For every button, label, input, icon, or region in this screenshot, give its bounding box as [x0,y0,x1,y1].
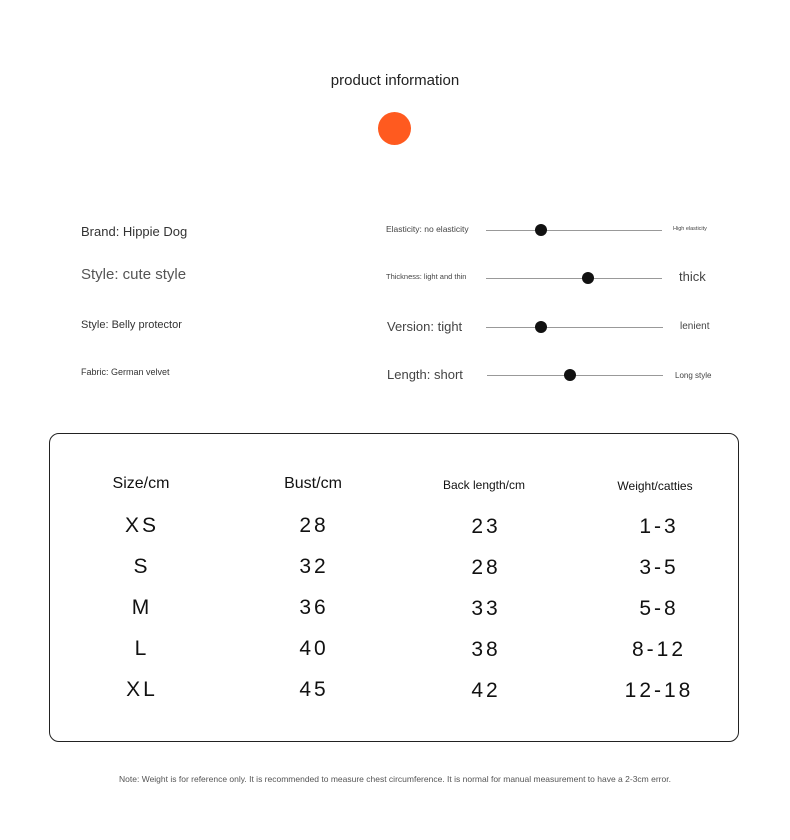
table-cell-weight: 8-12 [631,638,687,661]
size-table [49,433,739,742]
attribute-label: Length: short [387,367,463,382]
page-title: product information [330,72,460,89]
attribute-right-label: thick [679,269,706,284]
table-cell-size: L [134,637,150,660]
table-cell-size: XS [124,514,160,537]
table-cell-back-length: 42 [471,679,501,702]
table-cell-back-length: 23 [471,515,501,538]
accent-dot [378,112,411,145]
attribute-label: Thickness: light and thin [386,272,467,281]
fabric-label: Fabric: German velvet [81,367,170,377]
table-header: Bust/cm [284,475,342,492]
attribute-right-label: Long style [675,371,712,380]
footnote: Note: Weight is for reference only. It is recommended to measure chest circumference. It is normal for manual measurement to have a 2-3cm error. [119,774,671,784]
table-header: Size/cm [112,475,170,492]
table-cell-back-length: 38 [471,638,501,661]
table-cell-weight: 5-8 [639,597,679,620]
attribute-knob [535,224,547,236]
attribute-knob [535,321,547,333]
style-label: Style: cute style [81,266,187,283]
table-cell-bust: 45 [299,678,329,701]
attribute-track [486,327,663,328]
brand-label: Brand: Hippie Dog [81,224,188,239]
attribute-track [486,230,662,231]
attribute-right-label: High elasticity [673,226,707,232]
table-cell-bust: 32 [299,555,329,578]
attribute-label: Version: tight [387,319,463,334]
table-cell-size: S [133,555,151,578]
table-header: Weight/catties [617,479,693,493]
table-cell-back-length: 28 [471,556,501,579]
table-cell-size: XL [126,678,158,701]
table-cell-weight: 3-5 [639,556,679,579]
attribute-knob [582,272,594,284]
table-cell-weight: 12-18 [624,679,694,702]
table-cell-bust: 28 [299,514,329,537]
style-type-label: Style: Belly protector [81,319,182,331]
attribute-label: Elasticity: no elasticity [386,224,469,234]
attribute-right-label: lenient [680,321,710,332]
attribute-track [486,278,662,279]
table-header: Back length/cm [442,478,526,492]
attribute-track [487,375,663,376]
table-cell-weight: 1-3 [639,515,679,538]
table-cell-back-length: 33 [471,597,501,620]
table-cell-bust: 36 [299,596,329,619]
table-cell-bust: 40 [299,637,329,660]
attribute-knob [564,369,576,381]
table-cell-size: M [131,596,153,619]
